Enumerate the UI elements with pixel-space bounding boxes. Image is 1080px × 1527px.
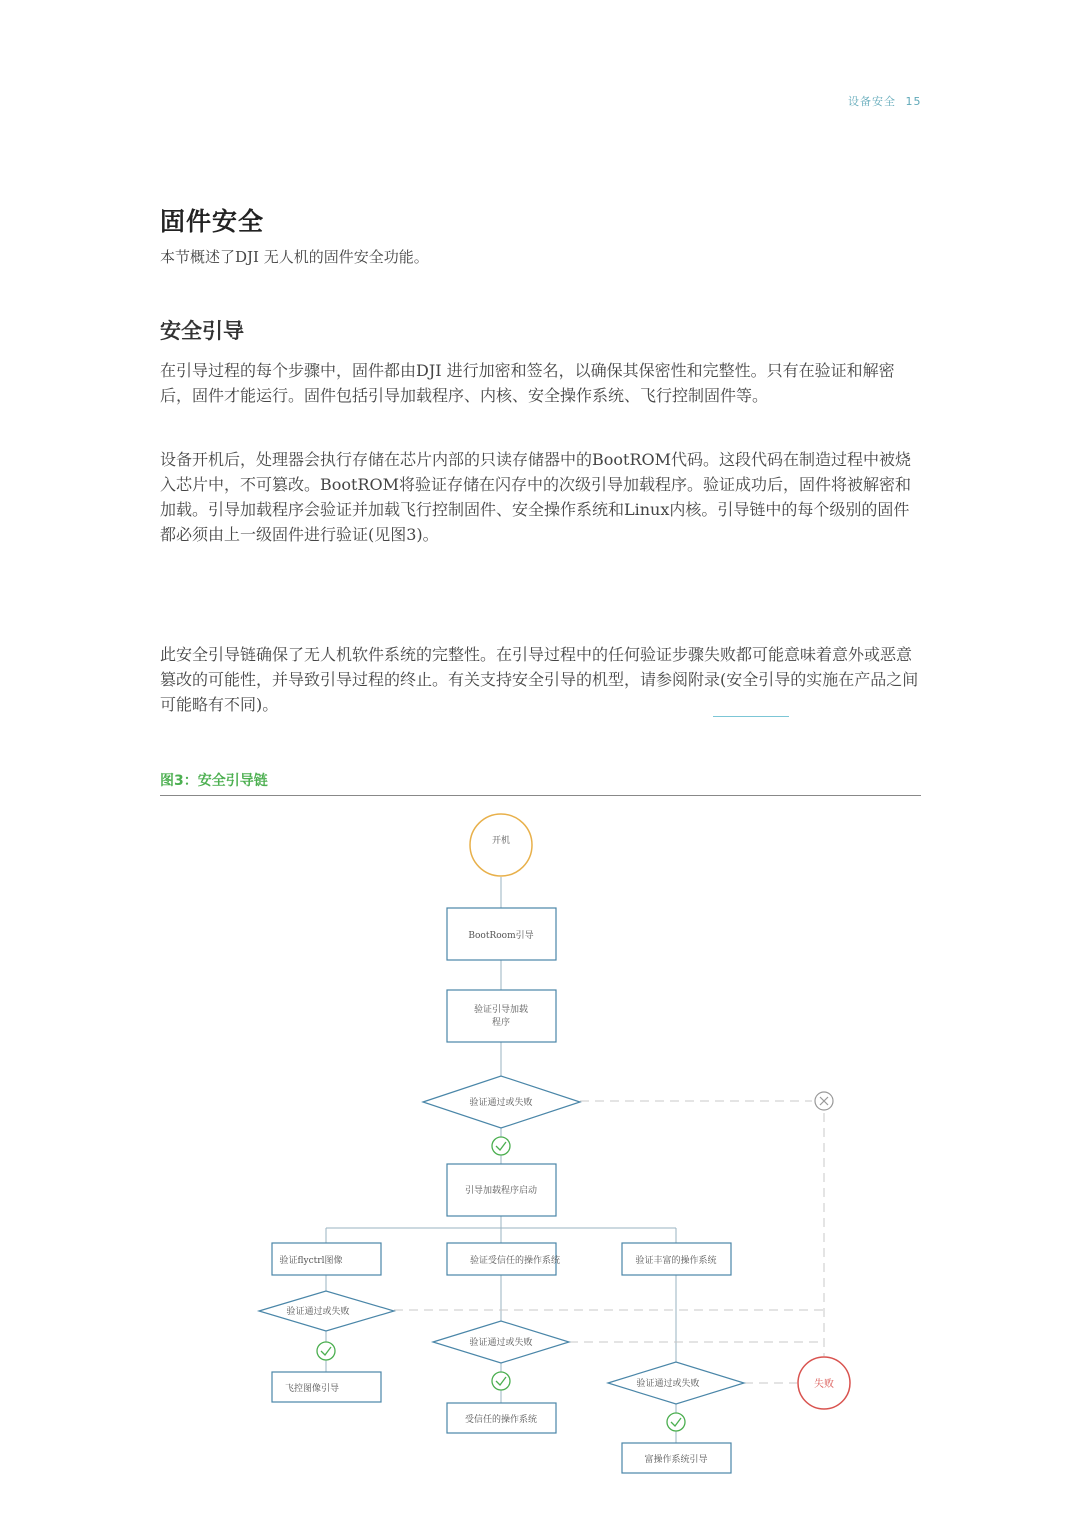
verify-trusted-os-label: 验证受信任的操作系统 bbox=[469, 1256, 561, 1266]
start-label: 开机 bbox=[491, 836, 511, 846]
check-icon bbox=[492, 1137, 510, 1155]
paragraph-2: 设备开机后，处理器会执行存储在芯片内部的只读存储器中的BootROM代码。这段代码在制造过程中被烧入芯片中，不可篡改。BootROM将验证存储在闪存中的次级引导加载程序。验证成功后，固件将被解密和加载。引导加载程序会验证并加载飞行控制固件、安全操作系统和Linux内核。引导链中的每个级别的固件都必须由上一级固件进行验证(见图3)。 bbox=[160, 450, 912, 544]
header-section: 设备安全 bbox=[848, 95, 896, 108]
loader-start-label: 引导加载程序启动 bbox=[464, 1186, 538, 1196]
decision-rich-label: 验证通过或失败 bbox=[636, 1379, 700, 1389]
figure-caption: 图3：安全引导链 bbox=[160, 773, 268, 789]
fail-label: 失败 bbox=[814, 1379, 834, 1390]
trusted-os-label: 受信任的操作系统 bbox=[464, 1415, 538, 1425]
intro-text: 本节概述了DJI 无人机的固件安全功能。 bbox=[160, 248, 429, 266]
flyctrl-boot-label: 飞控图像引导 bbox=[284, 1384, 340, 1394]
decision-main-label: 验证通过或失败 bbox=[469, 1098, 533, 1108]
check-icon bbox=[317, 1342, 335, 1360]
page-title: 固件安全 bbox=[160, 207, 265, 236]
rich-os-boot-label: 富操作系统引导 bbox=[644, 1455, 708, 1465]
close-icon bbox=[815, 1092, 833, 1110]
check-icon bbox=[667, 1413, 685, 1431]
check-icon bbox=[492, 1372, 510, 1390]
paragraph-3: 此安全引导链确保了无人机软件系统的完整性。在引导过程中的任何验证步骤失败都可能意味着意外或恶意篡改的可能性，并导致引导过程的终止。有关支持安全引导的机型，请参阅附录(安全引导的实施在产品之间可能略有不同)。 bbox=[160, 645, 919, 714]
decision-flyctrl-label: 验证通过或失败 bbox=[286, 1307, 350, 1317]
bootroom-label: BootRoom引导 bbox=[468, 931, 534, 941]
verify-loader-label-2: 程序 bbox=[491, 1018, 511, 1028]
decision-trusted-label: 验证通过或失败 bbox=[469, 1338, 533, 1348]
verify-flyctrl-label: 验证flyctrl图像 bbox=[279, 1256, 343, 1266]
verify-loader-box bbox=[447, 990, 556, 1042]
section-title: 安全引导 bbox=[160, 319, 244, 343]
verify-rich-os-label: 验证丰富的操作系统 bbox=[635, 1256, 717, 1266]
page-number: 15 bbox=[905, 95, 922, 108]
paragraph-1: 在引导过程的每个步骤中，固件都由DJI 进行加密和签名，以确保其保密性和完整性。只有在验证和解密后，固件才能运行。固件包括引导加载程序、内核、安全操作系统、飞行控制固件等。 bbox=[160, 361, 895, 405]
verify-loader-label-1: 验证引导加载 bbox=[473, 1005, 529, 1015]
